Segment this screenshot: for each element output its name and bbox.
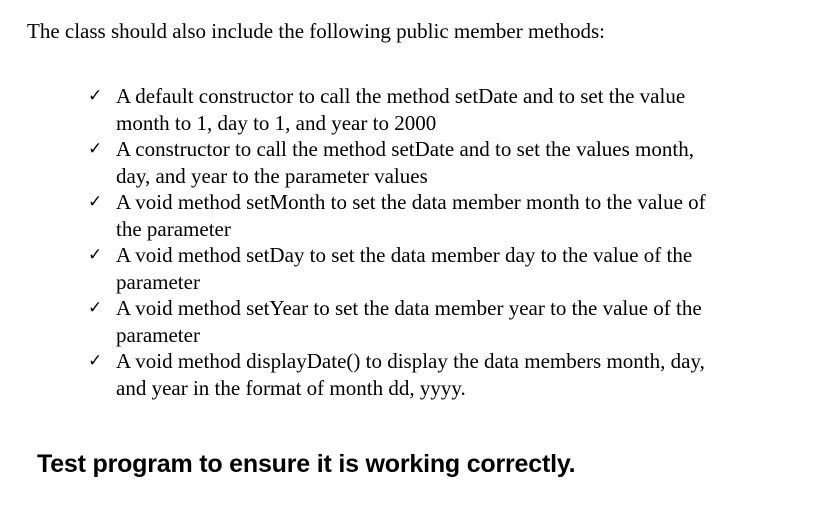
checkmark-icon: ✓ [88,245,103,265]
method-item-constructor [0,136,776,189]
checkmark-icon: ✓ [88,192,103,212]
checkmark-icon: ✓ [88,86,103,106]
intro-paragraph: The class should also include the following public member methods: [27,19,605,43]
checkmark-icon: ✓ [88,351,103,371]
checkmark-icon: ✓ [88,298,103,318]
method-item-line: and year in the format of month dd, yyyy. [116,375,466,400]
checkmark-icon: ✓ [88,139,103,159]
method-item-line: parameter [116,322,200,347]
method-item-line: A void method setYear to set the data member year to the value of the [116,296,702,320]
method-item-setday [0,242,776,295]
method-item-line: A void method setMonth to set the data member month to the value of [116,190,706,214]
method-item-line: day, and year to the parameter values [116,163,428,188]
method-item-setyear [0,295,776,348]
method-item-line: A constructor to call the method setDate and to set the values month, [116,137,694,161]
method-item-line: month to 1, day to 1, and year to 2000 [116,110,437,135]
test-program-heading: Test program to ensure it is working correctly. [37,450,576,478]
method-item-line: A void method displayDate() to display the data members month, day, [116,349,705,373]
method-item-line: the parameter [116,216,231,241]
method-item-default-constructor [0,83,776,136]
method-list [0,83,826,401]
method-item-setmonth [0,189,776,242]
method-item-displaydate [0,348,776,401]
method-item-line: parameter [116,269,200,294]
method-item-line: A default constructor to call the method setDate and to set the value [116,84,686,108]
method-item-line: A void method setDay to set the data member day to the value of the [116,243,693,267]
